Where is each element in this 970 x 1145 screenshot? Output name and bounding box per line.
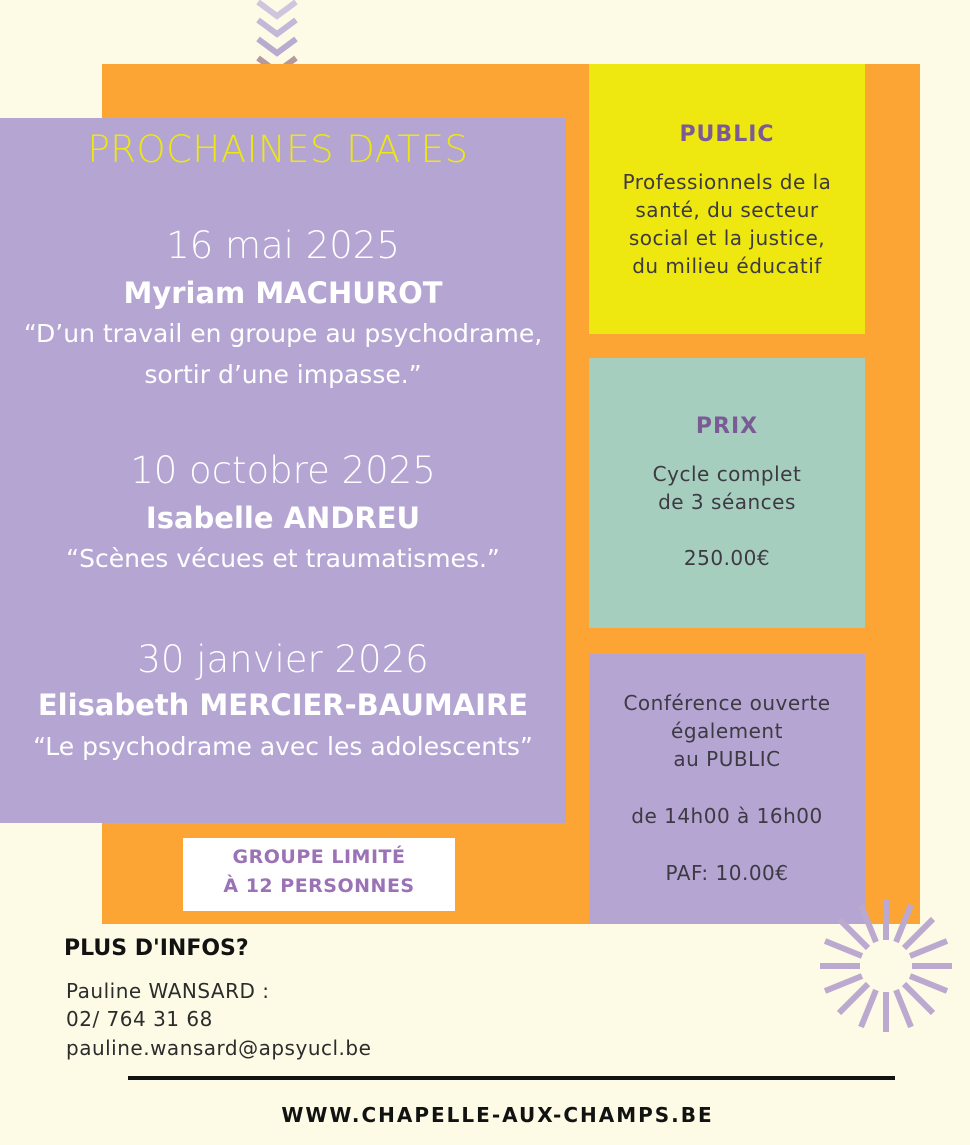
price-amount: 250.00€ (683, 546, 771, 570)
conference-line: également (671, 719, 783, 743)
event-title: “D’un travail en groupe au psychodrame, (23, 319, 543, 348)
group-limit-line: À 12 PERSONNES (223, 875, 415, 897)
contact-phone[interactable]: 02/ 764 31 68 (66, 1007, 213, 1031)
conference-line: au PUBLIC (673, 747, 781, 771)
price-line: de 3 séances (658, 490, 796, 514)
public-line: du milieu éducatif (632, 254, 822, 278)
chevron-down-icon (258, 2, 296, 16)
conference-paf: PAF: 10.00€ (665, 861, 789, 885)
chevron-down-icon (258, 39, 296, 53)
infos-title: PLUS D'INFOS? (64, 936, 249, 961)
event-speaker: Myriam MACHUROT (123, 276, 443, 310)
public-info-box (589, 64, 865, 334)
conference-line: Conférence ouverte (623, 691, 831, 715)
footer-divider (128, 1076, 895, 1080)
conference-info-box (589, 654, 865, 924)
event-title: sortir d’une impasse.” (144, 360, 422, 389)
event-speaker: Isabelle ANDREU (145, 501, 421, 535)
price-info-box (589, 358, 865, 628)
event-speaker: Elisabeth MERCIER-BAUMAIRE (37, 688, 529, 722)
contact-name: Pauline WANSARD : (66, 979, 270, 1003)
contact-email-link[interactable]: pauline.wansard@apsyucl.be (66, 1036, 372, 1060)
event-date: 16 mai 2025 (166, 224, 400, 267)
group-limit-line: GROUPE LIMITÉ (232, 846, 406, 868)
dates-panel (0, 118, 566, 823)
public-line: social et la justice, (628, 226, 826, 250)
conference-description (589, 689, 865, 773)
event-title: “Le psychodrame avec les adolescents” (33, 732, 533, 761)
website-link[interactable]: WWW.CHAPELLE-AUX-CHAMPS.BE (281, 1103, 714, 1127)
group-limit-notice (183, 838, 455, 911)
chevron-down-icon (258, 20, 296, 34)
starburst-decoration (816, 896, 956, 1036)
event-title: “Scènes vécues et traumatismes.” (66, 544, 500, 573)
conference-time: de 14h00 à 16h00 (631, 804, 823, 828)
price-line: Cycle complet (652, 462, 802, 486)
public-title: PUBLIC (679, 122, 775, 147)
public-description (589, 168, 865, 280)
public-line: Professionnels de la (622, 170, 832, 194)
public-line: santé, du secteur (635, 198, 819, 222)
event-date: 30 janvier 2026 (137, 638, 429, 681)
price-title: PRIX (695, 414, 759, 439)
price-description (589, 460, 865, 516)
event-date: 10 octobre 2025 (130, 449, 436, 492)
dates-heading: PROCHAINES DATES (87, 128, 469, 171)
